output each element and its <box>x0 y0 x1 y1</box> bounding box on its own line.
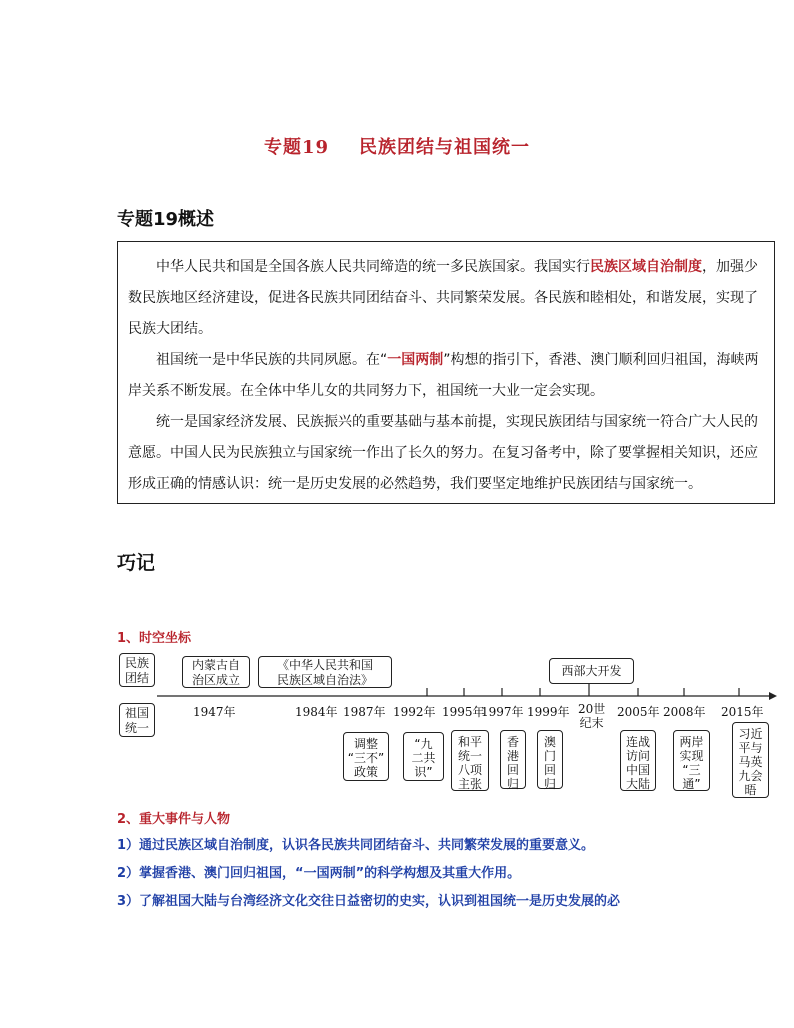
event-lien-chan-visit: 连战 访问 中国 大陆 <box>620 730 656 791</box>
event-xi-ma-meeting: 习近 平与 马英 九会 晤 <box>732 722 769 798</box>
year-2005: 2005年 <box>617 705 660 719</box>
section-1-title: 1、时空坐标 <box>117 631 192 646</box>
year-2008: 2008年 <box>663 705 706 719</box>
event-autonomy-law: 《中华人民共和国 民族区域自治法》 <box>258 656 392 688</box>
title-prefix: 专题19 <box>263 137 330 158</box>
year-2015: 2015年 <box>721 705 764 719</box>
point-1: 1）通过民族区域自治制度，认识各民族共同团结奋斗、共同繁荣发展的重要意义。 <box>117 838 595 853</box>
year-1999: 1999年 <box>527 705 570 719</box>
point-2: 2）掌握香港、澳门回归祖国，“一国两制”的科学构想及其重大作用。 <box>117 866 521 881</box>
page-title <box>0 133 794 159</box>
year-1947: 1947年 <box>193 705 236 719</box>
event-eight-point-proposal: 和平 统一 八项 主张 <box>451 730 489 791</box>
overview-heading: 专题19概述 <box>117 209 215 230</box>
point-3: 3）了解祖国大陆与台湾经济文化交往日益密切的史实，认识到祖国统一是历史发展的必 <box>117 894 621 909</box>
overview-paragraph-2: 祖国统一是中华民族的共同夙愿。在“一国两制”构想的指引下，香港、澳门顺利回归祖国，海峡两岸关系不断发展。在全体中华儿女的共同努力下，祖国统一大业一定会实现。 <box>128 352 759 399</box>
event-hong-kong-return: 香 港 回 归 <box>500 730 526 789</box>
qiaoji-heading: 巧记 <box>117 552 156 574</box>
event-inner-mongolia: 内蒙古自 治区成立 <box>182 656 250 688</box>
event-three-nos: 调整 “三不” 政策 <box>343 732 389 781</box>
event-three-links: 两岸 实现 “三 通” <box>673 730 710 791</box>
year-1992: 1992年 <box>393 705 436 719</box>
highlight-autonomy: 民族区域自治制度 <box>590 259 702 275</box>
label-reunification: 祖国 统一 <box>119 703 155 737</box>
overview-paragraph-1: 中华人民共和国是全国各族人民共同缔造的统一多民族国家。我国实行民族区域自治制度，加强少数民族地区经济建设，促进各民族共同团结奋斗、共同繁荣发展。各民族和睦相处，和谐发展，实现了民族大团结。 <box>128 259 758 337</box>
label-ethnic-unity: 民族 团结 <box>119 653 155 687</box>
title-main: 民族团结与祖国统一 <box>359 137 531 158</box>
year-1997: 1997年 <box>481 705 524 719</box>
year-late-20th-century: 20世 纪末 <box>578 702 606 730</box>
timeline <box>117 650 777 800</box>
overview-box <box>117 241 775 504</box>
overview-paragraph-3: 统一是国家经济发展、民族振兴的重要基础与基本前提，实现民族团结与国家统一符合广大人民的意愿。中国人民为民族独立与国家统一作出了长久的努力。在复习备考中，除了要掌握相关知识，还应形成正确的情感认识：统一是历史发展的必然趋势，我们要坚定地维护民族团结与国家统一。 <box>128 414 758 492</box>
highlight-one-country: 一国两制 <box>387 352 444 368</box>
event-1992-consensus: “九 二共 识” <box>403 732 444 781</box>
event-western-development: 西部大开发 <box>549 658 634 684</box>
event-macau-return: 澳 门 回 归 <box>537 730 563 789</box>
year-1987: 1987年 <box>343 705 386 719</box>
year-1995: 1995年 <box>442 705 485 719</box>
year-1984: 1984年 <box>295 705 338 719</box>
section-2-title: 2、重大事件与人物 <box>117 812 231 827</box>
